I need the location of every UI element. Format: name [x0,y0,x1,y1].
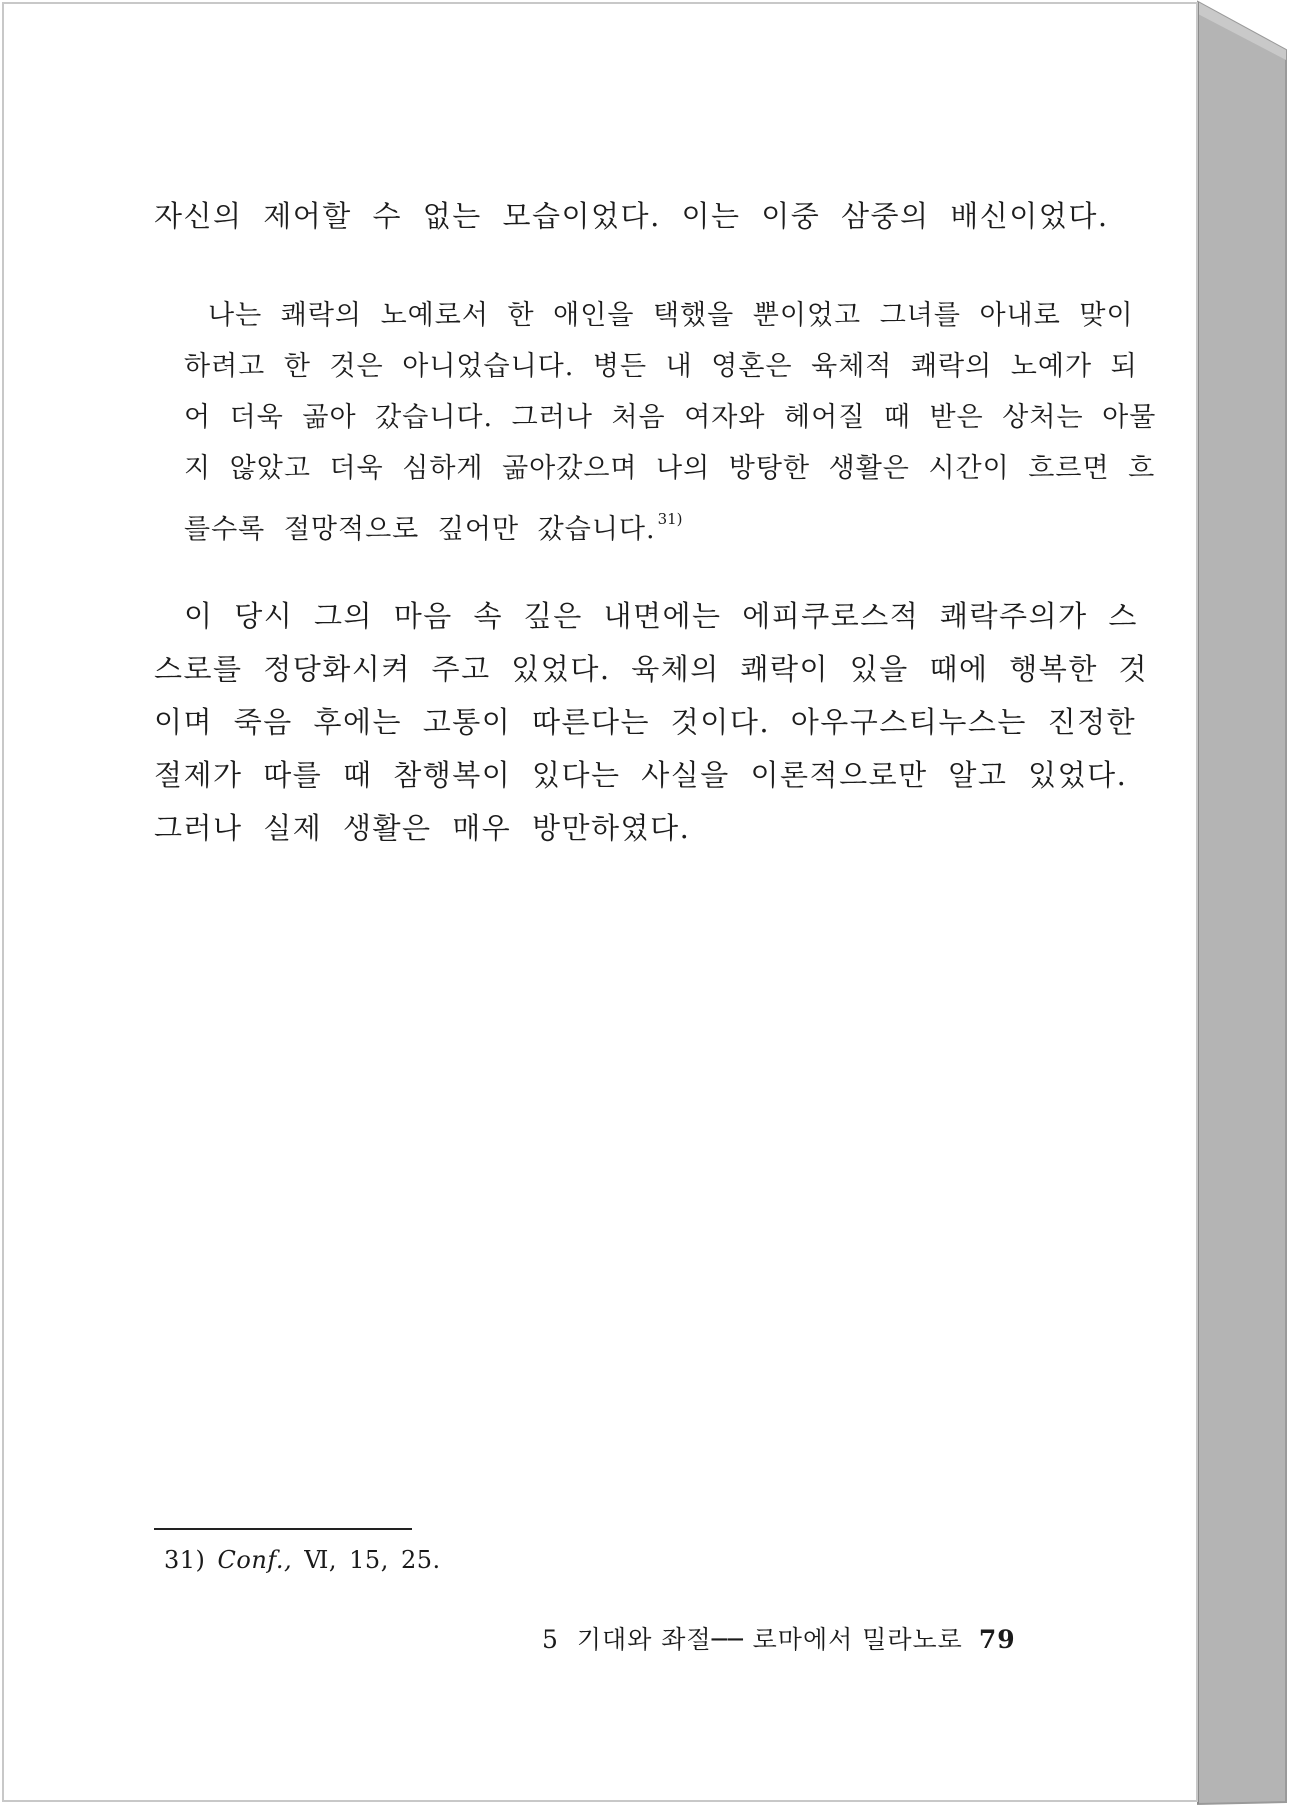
chapter-number: 5 [542,1625,559,1654]
paragraph-line: 이 당시 그의 마음 속 깊은 내면에는 에피쿠로스적 쾌락주의가 스 [184,599,1138,633]
text-line: 자신의 제어할 수 없는 모습이었다. 이는 이중 삼중의 배신이었다. [154,199,1109,233]
paragraph-line: 그러나 실제 생활은 매우 방만하였다. [154,811,691,845]
footnote-work-title: Conf., [217,1546,293,1574]
quote-line: 어 더욱 곪아 갔습니다. 그러나 처음 여자와 헤어질 때 받은 상처는 아물 [184,402,1157,433]
footnote-citation: Ⅵ, 15, 25. [304,1546,441,1574]
chapter-title: 기대와 좌절── 로마에서 밀라노로 [576,1625,963,1654]
footnote [164,1546,441,1574]
quote-line: 나는 쾌락의 노예로서 한 애인을 택했을 뿐이었고 그녀를 아내로 맞이 [208,300,1134,331]
quote-last-line [184,494,1156,545]
running-footer [542,1620,1016,1656]
opening-line [154,190,1109,243]
book-page [2,2,1198,1802]
paragraph-line: 이며 죽음 후에는 고통이 따른다는 것이다. 아우구스티누스는 진정한 [154,705,1137,739]
body-paragraph [154,590,1148,855]
page-number: 79 [978,1625,1016,1654]
footnote-divider [154,1528,412,1530]
paragraph-line: 절제가 따를 때 참행복이 있다는 사실을 이론적으로만 알고 있었다. [154,758,1128,792]
footnote-number: 31) [164,1546,206,1574]
quote-line: 지 않았고 더욱 심하게 곪아갔으며 나의 방탕한 생활은 시간이 흐르면 흐 [184,453,1156,484]
quote-line: 를수록 절망적으로 깊어만 갔습니다. [184,514,656,545]
block-quote [184,290,1157,545]
quote-line: 하려고 한 것은 아니었습니다. 병든 내 영혼은 육체적 쾌락의 노예가 되 [184,351,1138,382]
footnote-reference[interactable]: 31) [657,510,683,528]
paragraph-line: 스로를 정당화시켜 주고 있었다. 육체의 쾌락이 있을 때에 행복한 것 [154,652,1149,686]
